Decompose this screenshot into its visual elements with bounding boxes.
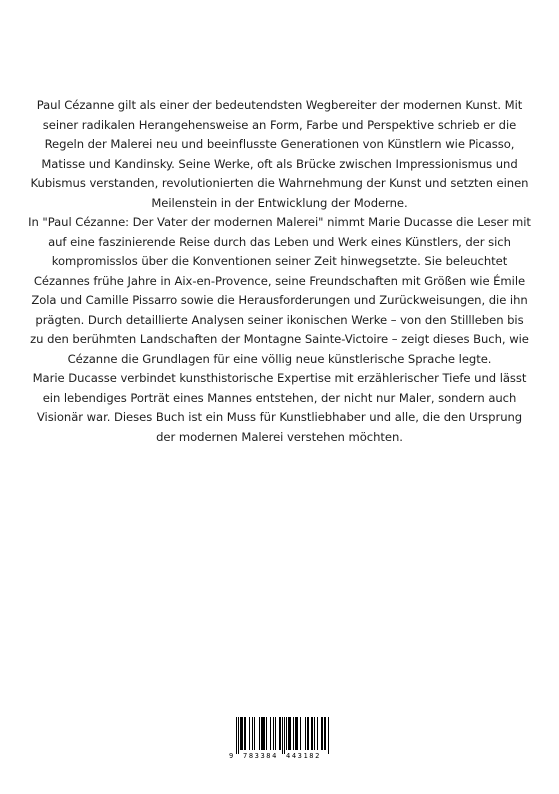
barcode-guard-bar (238, 717, 239, 754)
barcode-bar (280, 717, 281, 750)
blurb-paragraph-book: In "Paul Cézanne: Der Vater der modernen Malerei" nimmt Marie Ducasse die Leser mit auf eine faszinierende Reise durch das Leben und Werk eines Künstlers, der sich kompromisslos über die Konventionen seiner Zeit hinwegsetzte. Sie beleuchtet Cézannes frühe Jahre in Aix-en-Provence, seine Freundschaften mit Größen wie Émile Zola und Camille Pissarro sowie die Herausforderungen und Zurückweisungen, die ihn prägten. Durch detaillierte Analysen seiner ikonischen Werke – von den Stillleben bis zu den berühmten Landschaften der Montagne Sainte-Victoire – zeigt dieses Buch, wie Cézanne die Grundlagen für eine völlig neue künstlerische Sprache legte. (28, 215, 531, 366)
barcode-bar (270, 717, 271, 750)
back-cover-blurb (28, 96, 531, 447)
barcode-bar (307, 717, 308, 750)
barcode-guard-bar (236, 717, 237, 754)
barcode-bar (240, 717, 241, 750)
barcode-bar (293, 717, 294, 750)
barcode-bar (290, 717, 291, 750)
barcode-bar (296, 717, 297, 750)
barcode-right-group: 443182 (286, 752, 321, 760)
barcode-bar (266, 717, 267, 750)
barcode-bar (259, 717, 260, 750)
barcode-bar (249, 717, 250, 750)
barcode-bar (273, 717, 274, 750)
barcode-bar (264, 717, 265, 750)
barcode-bar (311, 717, 312, 750)
barcode-bar (308, 717, 309, 750)
barcode-bar (324, 717, 325, 750)
barcode-bar (241, 717, 242, 750)
barcode-guard-bar (282, 717, 283, 754)
barcode-bar (312, 717, 313, 750)
barcode-guard-bar (284, 717, 285, 754)
barcode-bar (314, 717, 315, 750)
barcode-bar (288, 717, 289, 750)
barcode-bar (262, 717, 263, 750)
barcode-bar (244, 717, 245, 750)
barcode-bar (252, 717, 253, 750)
barcode-bar (305, 717, 306, 750)
isbn-barcode (228, 716, 330, 763)
barcode-bar (295, 717, 296, 750)
barcode-bar (279, 717, 280, 750)
blurb-paragraph-author: Marie Ducasse verbindet kunsthistorische Expertise mit erzählerischer Tiefe und lässt ein lebendiges Porträt eines Mannes entstehen, der nicht nur Maler, sondern auch Visionär war. Dieses Buch ist ein Muss für Kunstliebhaber und alle, die den Ursprung der modernen Malerei verstehen möchten. (32, 371, 527, 444)
barcode-bar (286, 717, 287, 750)
barcode-bar (242, 717, 243, 750)
barcode-bar (321, 717, 322, 750)
barcode-bar (261, 717, 262, 750)
barcode-left-group: 783384 (243, 752, 278, 760)
barcode-bar (263, 717, 264, 750)
barcode-bar (289, 717, 290, 750)
barcode-guard-bar (328, 717, 329, 754)
barcode-bar (322, 717, 323, 750)
barcode-bar (325, 717, 326, 750)
barcode-lead-digit: 9 (229, 752, 234, 760)
barcode-bar (317, 717, 318, 750)
barcode-bar (254, 717, 255, 750)
barcode-bar (297, 717, 298, 750)
barcode-digits (228, 751, 330, 762)
blurb-paragraph-intro: Paul Cézanne gilt als einer der bedeutendsten Wegbereiter der modernen Kunst. Mit seiner radikalen Herangehensweise an Form, Farbe und Perspektive schrieb er die Regeln der Malerei neu und beeinflusste Generationen von Künstlern wie Picasso, Matisse und Kandinsky. Seine Werke, oft als Brücke zwischen Impressionismus und Kubismus verstanden, revolutionierten die Wahrnehmung der Kunst und setzten einen Meilenstein in der Entwicklung der Moderne. (30, 98, 529, 210)
barcode-bar (275, 717, 276, 750)
barcode-bar (300, 717, 301, 750)
barcode-bar (245, 717, 246, 750)
